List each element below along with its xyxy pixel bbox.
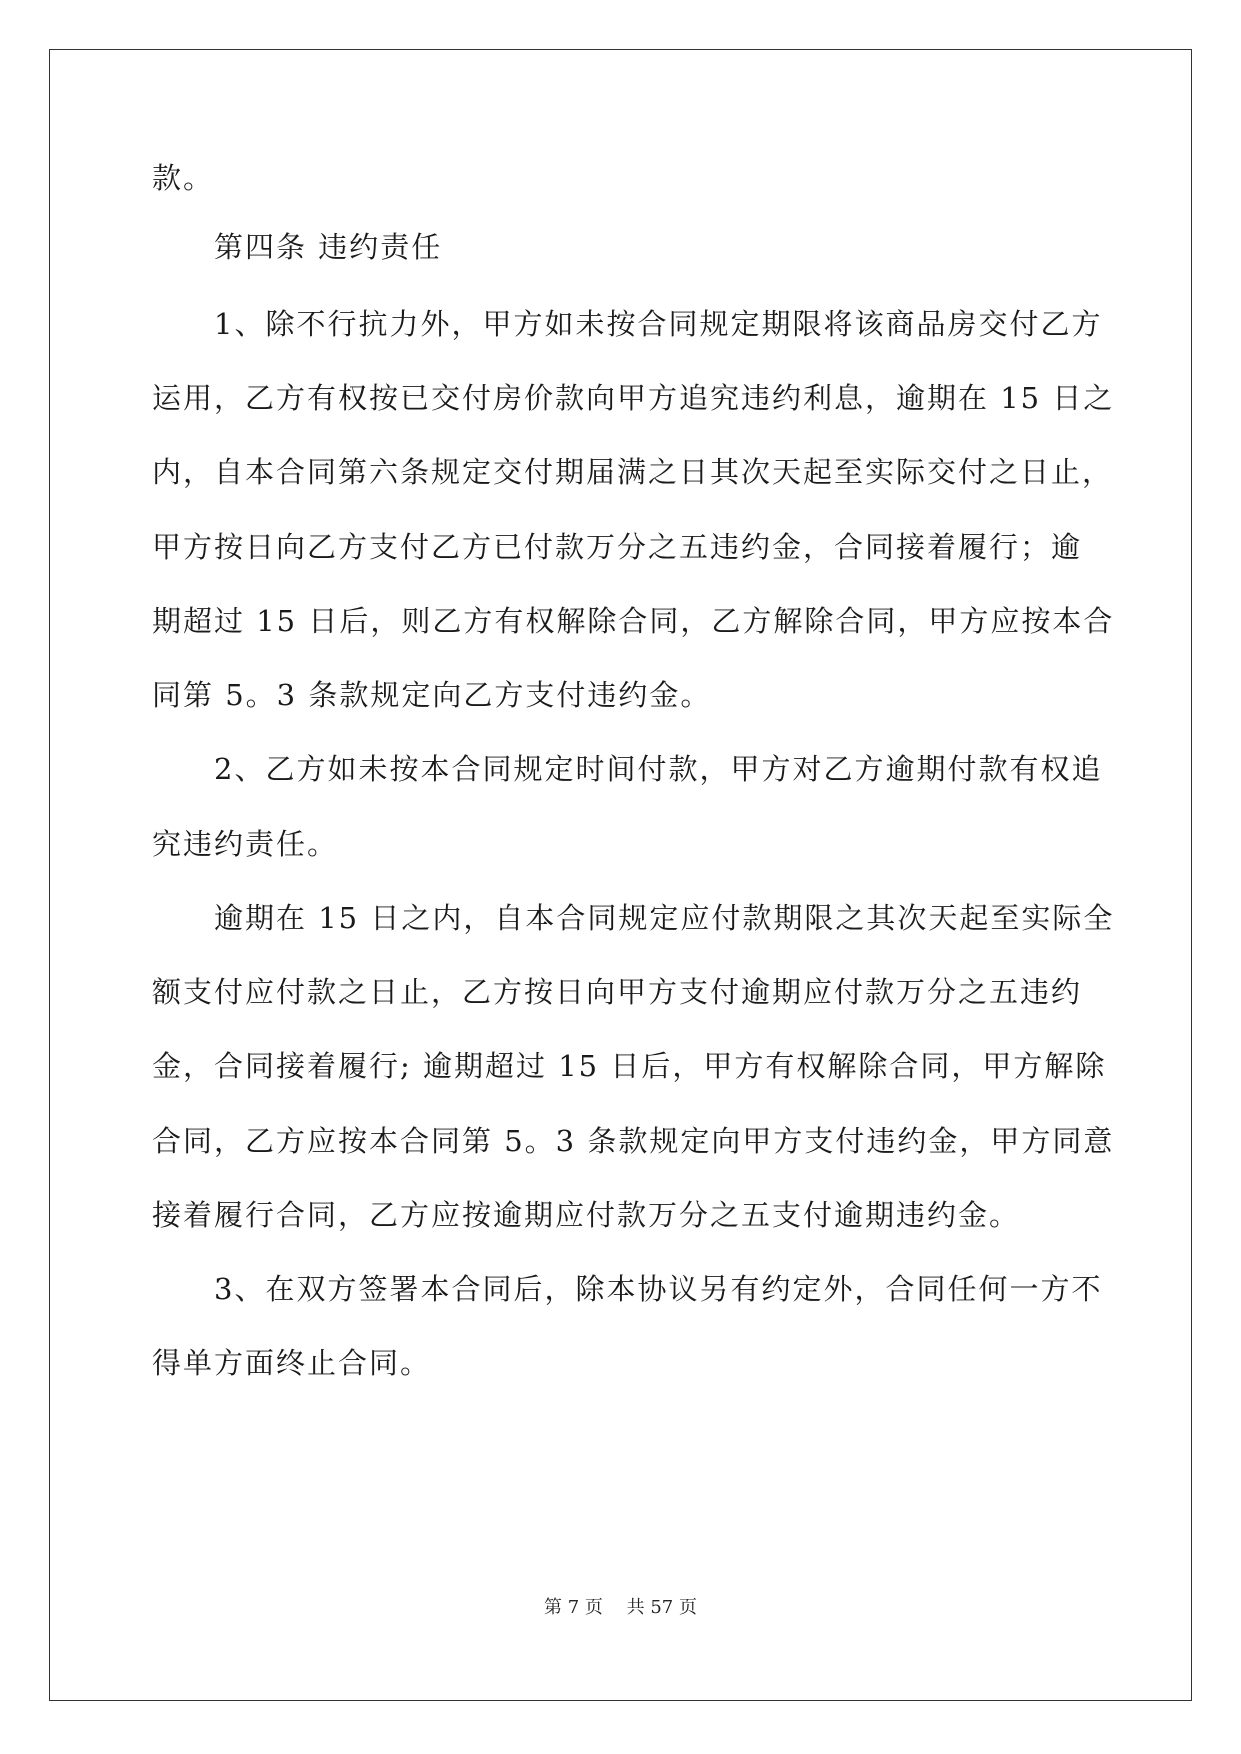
text-line: 内，自本合同第六条规定交付期届满之日其次天起至实际交付之日止， <box>152 455 1114 489</box>
page-number-footer: 第 7 页 共 57 页 <box>544 1597 697 1618</box>
text-line: 究违约责任。 <box>152 827 339 861</box>
text-line: 2、乙方如未按本合同规定时间付款，甲方对乙方逾期付款有权追 <box>214 752 1103 786</box>
text-line: 甲方按日向乙方支付乙方已付款万分之五违约金，合同接着履行；逾 <box>152 530 1083 564</box>
section-heading: 第四条 违约责任 <box>214 230 443 264</box>
text-line: 3、在双方签署本合同后，除本协议另有约定外，合同任何一方不 <box>214 1272 1103 1306</box>
text-line: 额支付应付款之日止，乙方按日向甲方支付逾期应付款万分之五违约 <box>152 975 1083 1009</box>
text-line: 运用，乙方有权按已交付房价款向甲方追究违约利息，逾期在 15 日之 <box>152 381 1115 415</box>
text-line: 合同，乙方应按本合同第 5。3 条款规定向甲方支付违约金，甲方同意 <box>152 1124 1115 1158</box>
text-line: 接着履行合同，乙方应按逾期应付款万分之五支付逾期违约金。 <box>152 1198 1021 1232</box>
text-line: 1、除不行抗力外，甲方如未按合同规定期限将该商品房交付乙方 <box>214 307 1103 341</box>
text-line: 款。 <box>152 161 215 195</box>
page-border <box>49 49 1192 1701</box>
text-line: 同第 5。3 条款规定向乙方支付违约金。 <box>152 678 712 712</box>
text-line: 得单方面终止合同。 <box>152 1346 432 1380</box>
text-line: 金，合同接着履行; 逾期超过 15 日后，甲方有权解除合同，甲方解除 <box>152 1049 1107 1083</box>
text-line: 逾期在 15 日之内，自本合同规定应付款期限之其次天起至实际全 <box>214 901 1115 935</box>
text-line: 期超过 15 日后，则乙方有权解除合同，乙方解除合同，甲方应按本合 <box>152 604 1115 638</box>
